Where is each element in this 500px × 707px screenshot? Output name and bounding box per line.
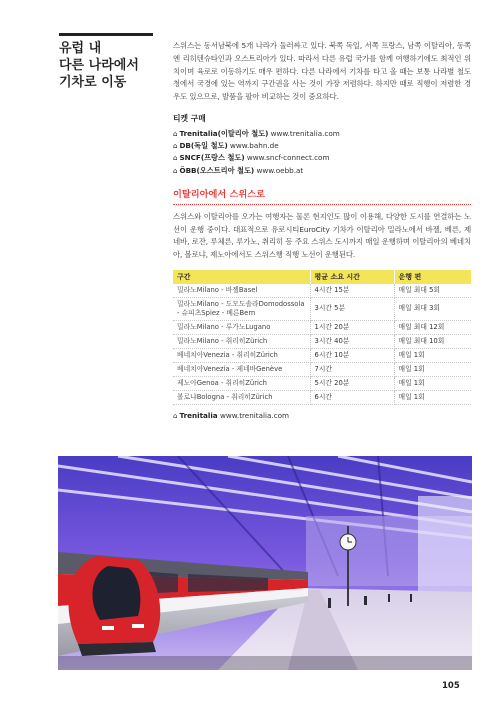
main-content	[173, 40, 471, 420]
ticket-link[interactable]	[173, 128, 471, 140]
duration-cell: 3시간 5분	[310, 297, 394, 320]
section-paragraph: 스위스와 이탈리아를 오가는 여행자는 물론 현지인도 많이 이용해, 다양한 도시를 연결하는 노선이 운행 중이다. 대표적으로 유로시티EuroCity 기차가 이탈리아 밀라노에서 바젤, 베른, 제네바, 로잔, 루체른, 루가노, 취리히 등 주요 스위스 도시까지 매일 운행하며 이탈리아의 베네치아, 볼로냐, 제노아에서도 스위스행 직행 노선이 운행된다.	[173, 211, 471, 260]
frequency-cell: 매일 최대 12회	[394, 320, 471, 334]
table-row	[173, 297, 471, 320]
train-station-photo	[58, 456, 472, 670]
home-icon: ⌂	[173, 154, 178, 163]
sidebar-title-line: 유럽 내	[59, 41, 102, 56]
frequency-cell: 매일 1회	[394, 376, 471, 390]
route-cell: 밀라노Milano - 도모도솔라Domodossola - 슈피츠Spiez - 베른Bern	[173, 297, 310, 320]
route-cell: 베네치아Venezia - 취리히Zürich	[173, 348, 310, 362]
ticket-link-url[interactable]: www.sncf-connect.com	[246, 153, 330, 163]
duration-cell: 1시간 20분	[310, 320, 394, 334]
route-cell: 볼로냐Bologna - 취리히Zürich	[173, 390, 310, 404]
ticket-link-name: ÖBB(오스트리아 철도)	[179, 165, 255, 175]
section-heading: 이탈리아에서 스위스로	[173, 188, 265, 200]
route-cell: 베네치아Venezia - 제네바Genève	[173, 362, 310, 376]
table-row	[173, 284, 471, 298]
frequency-cell: 매일 1회	[394, 348, 471, 362]
duration-cell: 6시간	[310, 390, 394, 404]
table-row	[173, 320, 471, 334]
ticket-link[interactable]	[173, 152, 471, 164]
route-cell: 제노아Genoa - 취리히Zürich	[173, 376, 310, 390]
route-table	[173, 270, 471, 405]
home-icon: ⌂	[173, 142, 178, 151]
sidebar-rule	[59, 33, 153, 36]
sidebar-title-line: 다른 나라에서	[59, 58, 139, 73]
duration-cell: 4시간 15분	[310, 284, 394, 298]
duration-cell: 7시간	[310, 362, 394, 376]
route-cell: 밀라노Milano - 루가노Lugano	[173, 320, 310, 334]
source-link[interactable]	[173, 411, 471, 420]
frequency-cell: 매일 최대 3회	[394, 297, 471, 320]
table-row	[173, 390, 471, 404]
table-row	[173, 348, 471, 362]
frequency-cell: 매일 최대 10회	[394, 334, 471, 348]
intro-paragraph: 스위스는 동서남북에 5개 나라가 둘러싸고 있다. 북쪽 독일, 서쪽 프랑스, 남쪽 이탈리아, 동쪽엔 리히텐슈타인과 오스트리아가 있다. 따라서 다른 유럽 국가를 함께 여행하기에도 최적인 위치이며 육로로 이동하기도 매우 편하다. 다른 나라에서 기차를 타고 올 때는 보통 나라별 철도청에서 국경에 있는 역까지 구간권을 사는 것이 가장 저렴하다. 하지만 때로 직행이 저렴한 경우도 있으므로, 발품을 팔아 비교하는 것이 중요하다.	[173, 41, 471, 102]
route-cell: 밀라노Milano - 바젤Basel	[173, 284, 310, 298]
table-row	[173, 334, 471, 348]
sidebar-title-line: 기차로 이동	[59, 75, 127, 90]
table-row	[173, 376, 471, 390]
table-header-row	[173, 270, 471, 284]
ticket-link[interactable]	[173, 140, 471, 152]
column-header-frequency: 운행 편	[394, 270, 471, 284]
train-station-illustration	[58, 456, 472, 670]
home-icon: ⌂	[173, 129, 178, 138]
duration-cell: 3시간 40분	[310, 334, 394, 348]
ticket-link-name: SNCF(프랑스 철도)	[179, 153, 245, 163]
frequency-cell: 매일 1회	[394, 390, 471, 404]
route-cell: 밀라노Milano - 취리히Zürich	[173, 334, 310, 348]
ticket-link[interactable]	[173, 165, 471, 177]
frequency-cell: 매일 1회	[394, 362, 471, 376]
frequency-cell: 매일 최대 5회	[394, 284, 471, 298]
table-row	[173, 362, 471, 376]
duration-cell: 6시간 10분	[310, 348, 394, 362]
ticket-link-url[interactable]: www.trenitalia.com	[270, 128, 340, 138]
source-url[interactable]: www.trenitalia.com	[219, 410, 290, 420]
ticket-link-list	[173, 128, 471, 177]
home-icon: ⌂	[173, 166, 178, 175]
ticket-heading: 티켓 구매	[173, 113, 206, 123]
home-icon: ⌂	[173, 411, 178, 420]
source-name: Trenitalia	[179, 410, 218, 420]
sidebar-title	[59, 40, 159, 91]
column-header-duration: 평균 소요 시간	[310, 270, 394, 284]
ticket-link-url[interactable]: www.bahn.de	[230, 141, 279, 151]
page-number: 105	[442, 681, 460, 691]
duration-cell: 5시간 20분	[310, 376, 394, 390]
ticket-link-name: DB(독일 철도)	[179, 141, 228, 151]
ticket-link-url[interactable]: www.oebb.at	[256, 165, 304, 175]
ticket-link-name: Trenitalia(이탈리아 철도)	[179, 128, 269, 138]
column-header-route: 구간	[173, 270, 310, 284]
section-divider	[173, 204, 471, 205]
